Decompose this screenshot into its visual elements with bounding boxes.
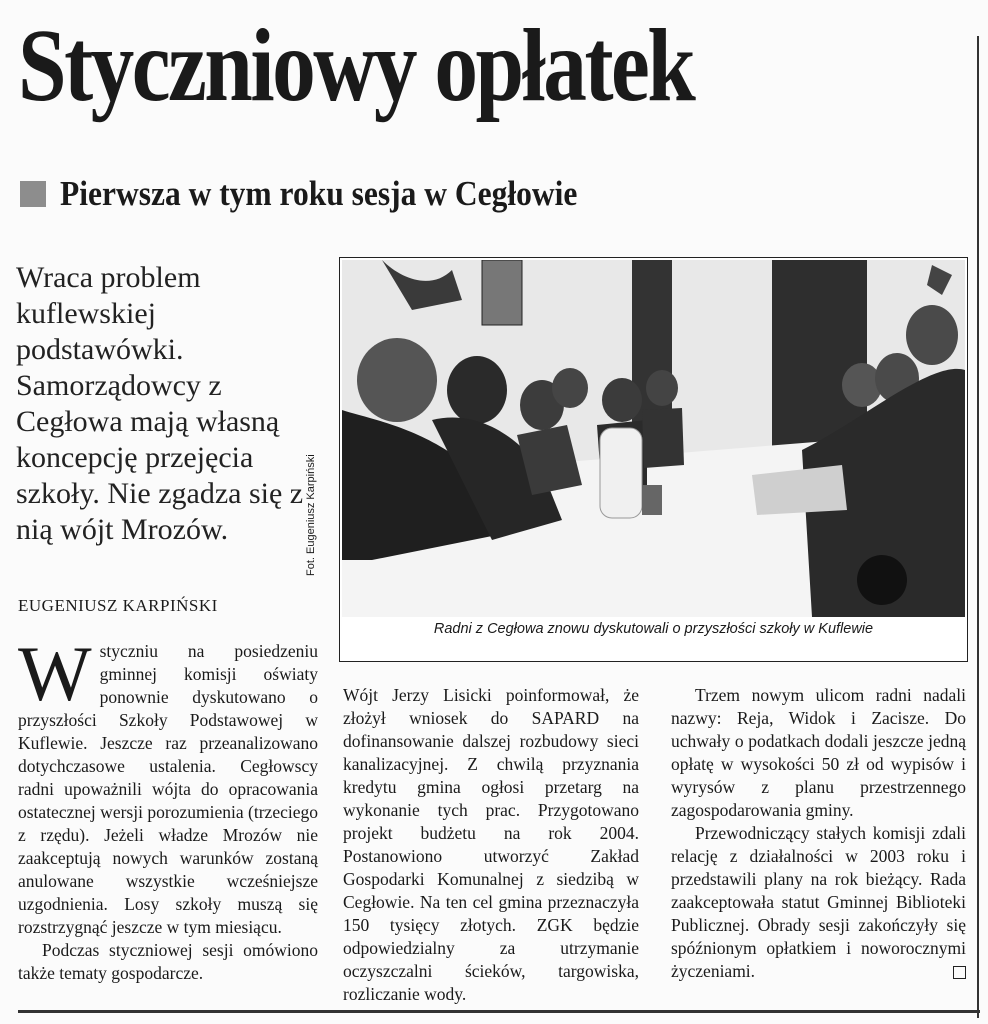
photo-credit: Fot. Eugeniusz Karpiński — [305, 454, 317, 576]
paragraph: Wójt Jerzy Lisicki poinformował, że złożył wniosek do SAPARD na dofinansowanie dalszej rozbudowy sieci kanalizacyjnej. Z chwilą przyznania kredytu gmina ogłosi przetarg na wykonanie tych prac. Przygotowano projekt budżetu na rok 2004. Postanowiono utworzyć Zakład Gospodarki Komunalnej z siedzibą w Cegłowie. Na ten cel gmina przeznaczyła 150 tysięcy złotych. ZGK będzie odpowiedzialny za utrzymanie oczyszczalni ścieków, targowiska, rozliczanie wody. — [343, 685, 639, 1004]
paragraph-text: Przewodniczący stałych komisji zdali relację z działalności w 2003 roku i przedstawili plany na rok bieżący. Rada zaakceptowała statut Gminnej Biblioteki Publicznej. Obrady sesji zakończyły się spóźnionym opłatkiem i noworocznymi życzeniami. — [671, 823, 966, 981]
headline: Styczniowy opłatek — [18, 8, 694, 123]
paragraph — [18, 630, 318, 939]
paragraph: Podczas styczniowej sesji omówiono także tematy gospodarcze. — [18, 940, 318, 983]
photo-credit-wrap — [305, 258, 338, 618]
byline: EUGENIUSZ KARPIŃSKI — [18, 596, 218, 615]
paragraph-text: styczniu na posiedzeniu gminnej komisji oświaty ponownie dyskutowano o przyszłości Szkoły Podstawowej w Kuflewie. Jeszcze raz przeanalizowano dotychczasowe ustalenia. Cegłowscy radni upoważnili wójta do opracowania ostatecznej wersji porozumienia (trzeciego z rzędu). Jeżeli władze Mrozów nie zaakceptują nowych warunków zostaną anulowane wszystkie wcześniejsze uzgodnienia. Losy szkoły muszą się rozstrzygnąć jeszcze w tym miesiącu. — [18, 641, 318, 937]
paragraph: Trzem nowym ulicom radni nadali nazwy: Reja, Widok i Zacisze. Do uchwały o podatkach dodali jeszcze jedną opłatę w wysokości 50 zł od wypisów i wyrysów z planu przestrzennego zagospodarowania gminy. — [671, 685, 966, 820]
lede: Wraca problem kuflewskiej podstawówki. Samorządowcy z Cegłowa mają własną koncepcję przejęcia szkoły. Nie zgadza się z nią wójt Mrozów. — [16, 261, 304, 546]
paragraph — [671, 822, 966, 983]
bottom-rule — [18, 1010, 980, 1013]
subheadline: Pierwsza w tym roku sesja w Cegłowie — [60, 174, 578, 213]
article-column-1 — [18, 630, 318, 985]
article-column-3 — [671, 684, 966, 983]
column-rule — [977, 36, 979, 1018]
photo-frame — [339, 257, 968, 662]
drop-cap: W — [18, 630, 92, 717]
subheadline-row — [20, 174, 635, 214]
end-of-article-square-icon — [953, 966, 966, 979]
photo — [342, 260, 965, 617]
meeting-photo-image — [342, 260, 965, 617]
article-column-2 — [343, 684, 639, 1006]
photo-caption: Radni z Cegłowa znowu dyskutowali o przyszłości szkoły w Kuflewie — [433, 621, 874, 637]
square-bullet-icon — [20, 181, 46, 207]
